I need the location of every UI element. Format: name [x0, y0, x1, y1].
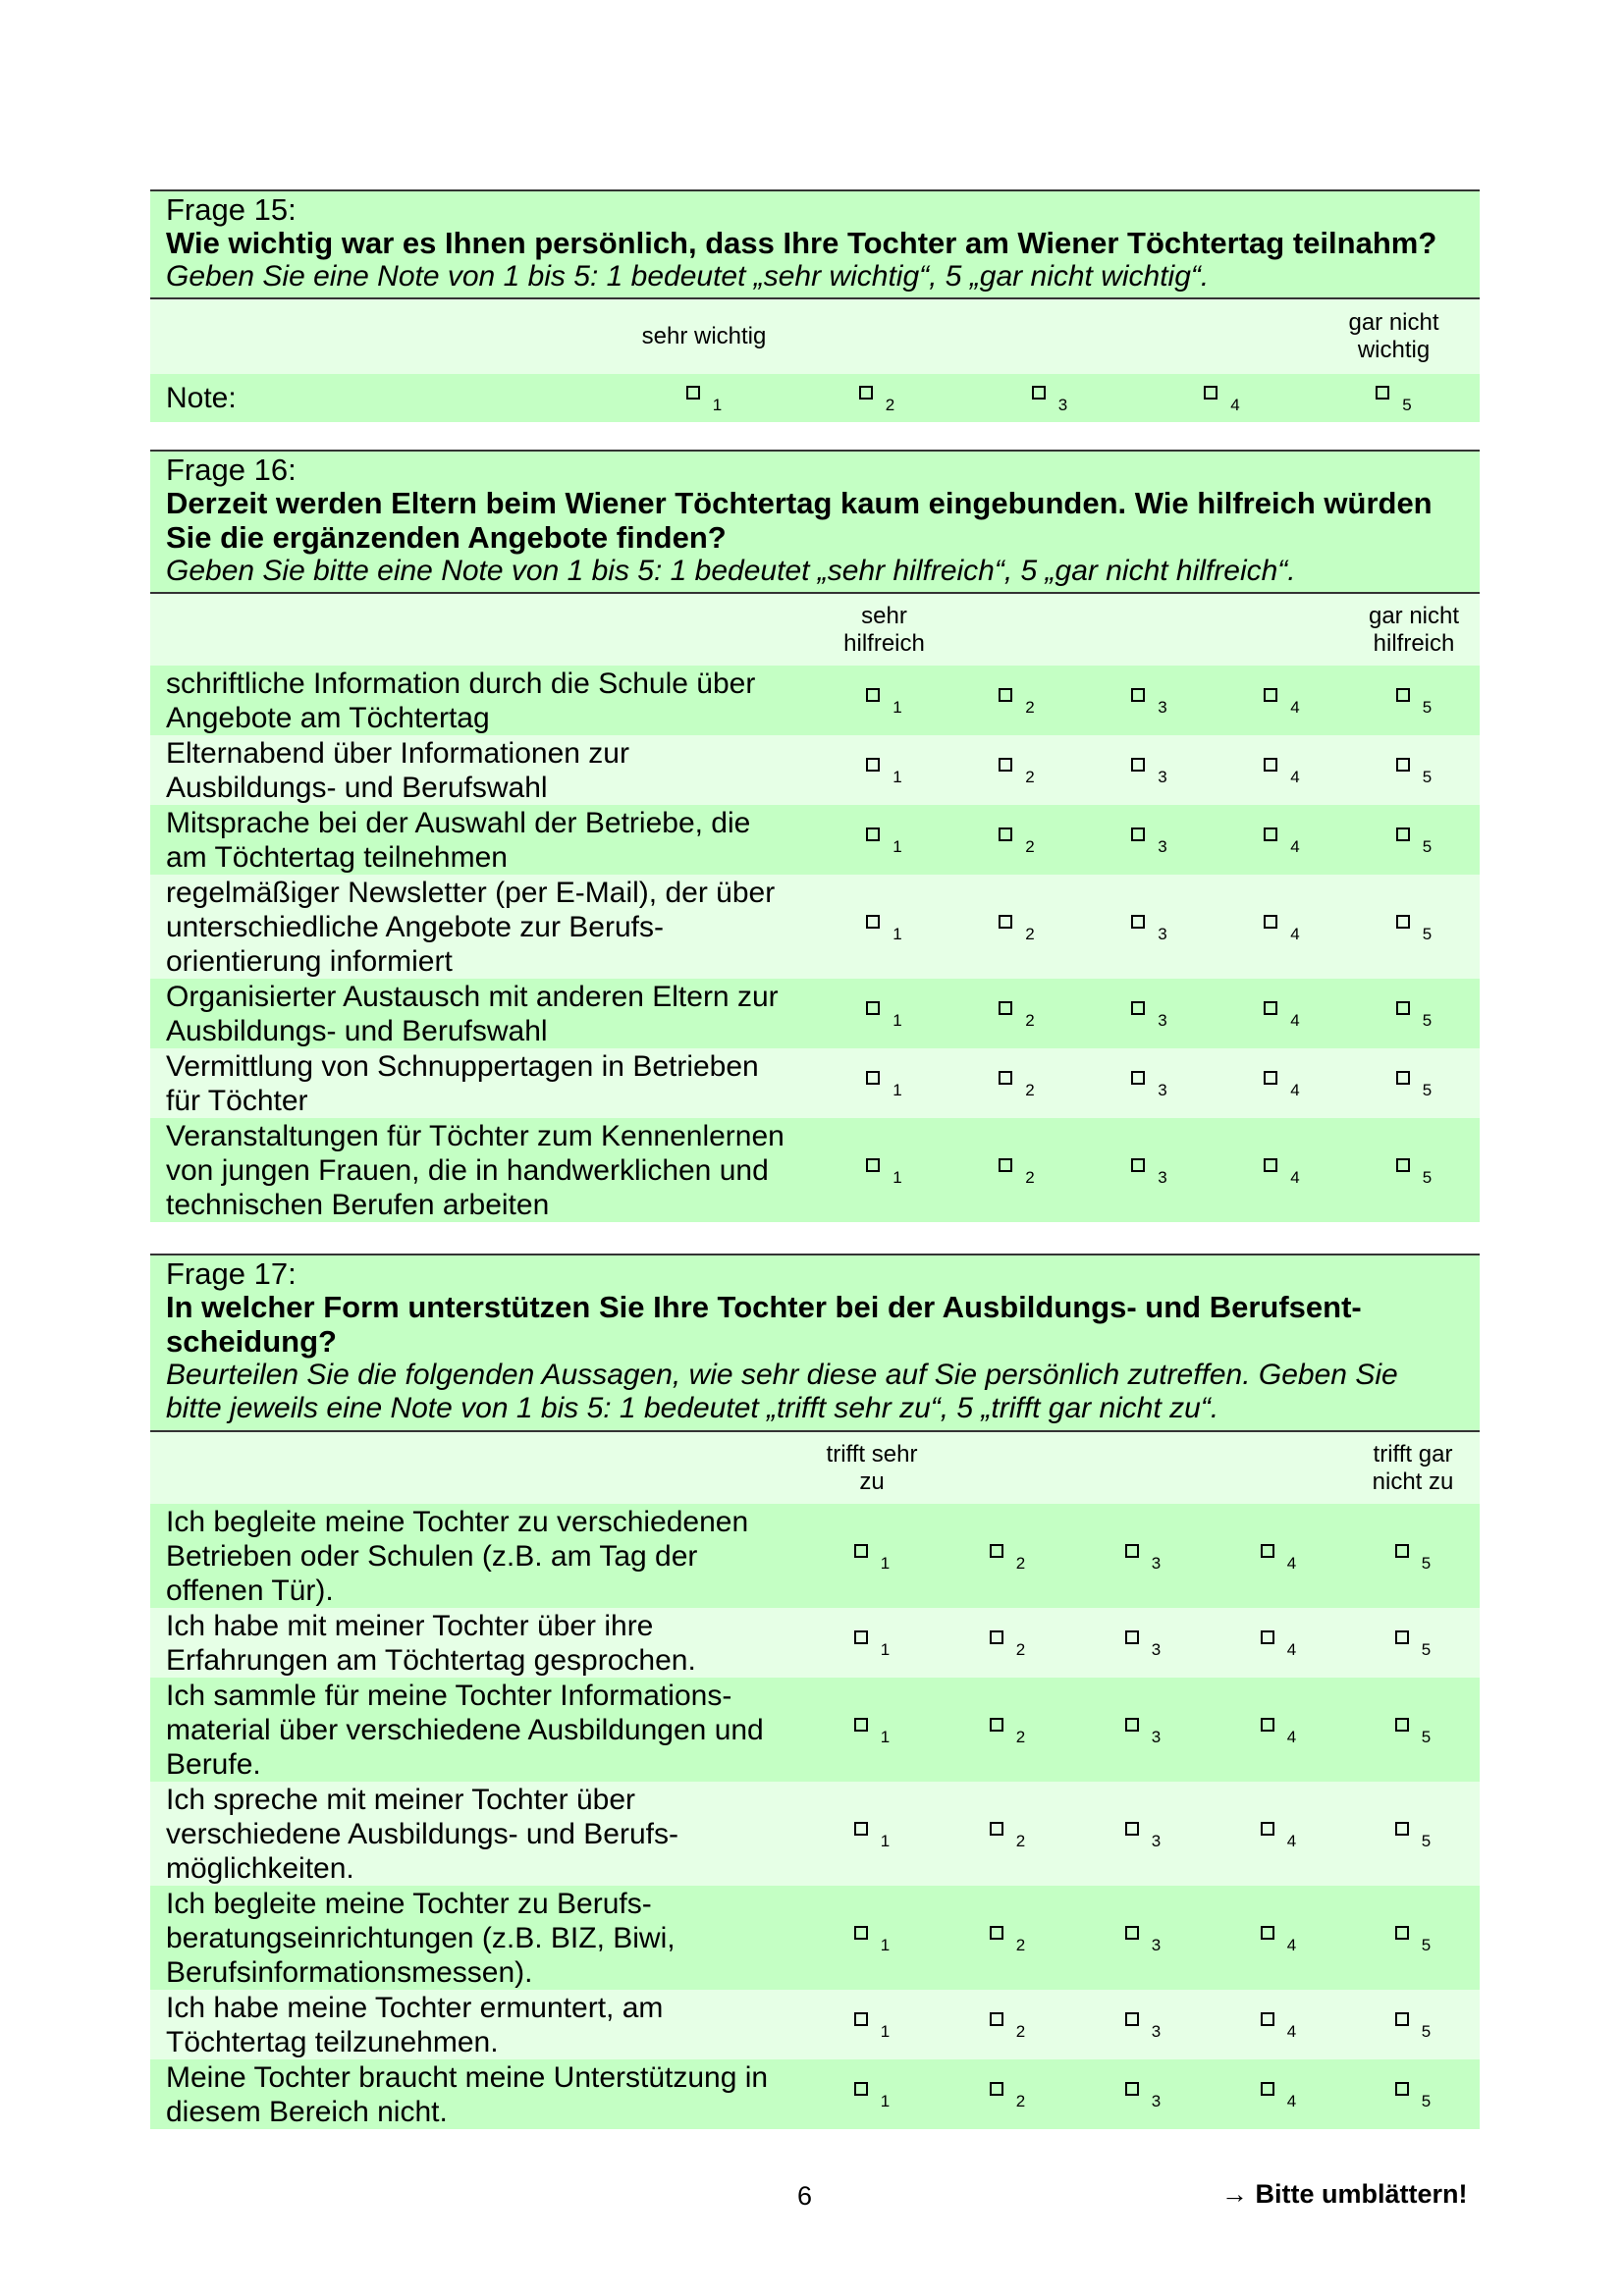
question-17-rating-table: [150, 1432, 1480, 2129]
rating-checkbox-5[interactable]: [1395, 1718, 1409, 1732]
rating-checkbox-2[interactable]: [990, 1630, 1003, 1644]
question-title: Derzeit werden Eltern beim Wiener Töchtertag kaum eingebunden. Wie hilfreich würden Sie die ergänzenden Angebote finden?: [166, 486, 1433, 555]
rating-checkbox-1[interactable]: [854, 1544, 868, 1558]
rating-checkbox-2[interactable]: [990, 2012, 1003, 2026]
statement-label: Mitsprache bei der Auswahl der Betriebe, die am Töchtertag teilnehmen: [150, 805, 818, 875]
statement-row: Veranstaltungen für Töchter zum Kennenlernen von jungen Frauen, die in handwerklichen und technischen Berufen arbeiten 1 2 3 4 5: [150, 1118, 1480, 1222]
rating-checkbox-1[interactable]: [866, 1071, 880, 1085]
page-number: 6: [797, 2181, 813, 2211]
rating-checkbox-1[interactable]: [866, 688, 880, 702]
rating-checkbox-4[interactable]: [1264, 915, 1277, 929]
rating-checkbox-5[interactable]: [1376, 386, 1389, 400]
question-17: [150, 1254, 1480, 2129]
rating-checkbox-4[interactable]: [1204, 386, 1217, 400]
rating-checkbox-2[interactable]: [999, 1158, 1012, 1172]
statement-label: Ich habe mit meiner Tochter über ihre Erfahrungen am Töchtertag gesprochen.: [150, 1608, 804, 1678]
question-15-header: [150, 189, 1480, 299]
rating-checkbox-3[interactable]: [1125, 1822, 1139, 1836]
question-16-rating-table: [150, 594, 1480, 1222]
rating-checkbox-5[interactable]: [1396, 758, 1410, 772]
rating-checkbox-3[interactable]: [1032, 386, 1046, 400]
rating-checkbox-1[interactable]: [854, 2012, 868, 2026]
rating-checkbox-3[interactable]: [1125, 1718, 1139, 1732]
rating-checkbox-5[interactable]: [1395, 1544, 1409, 1558]
statement-row: Ich habe meine Tochter ermuntert, am Töchtertag teilzunehmen. 1 2 3 4 5: [150, 1990, 1480, 2059]
rating-checkbox-1[interactable]: [866, 828, 880, 841]
statement-label: Meine Tochter braucht meine Unterstützung in diesem Bereich nicht.: [150, 2059, 804, 2129]
rating-checkbox-1[interactable]: [686, 386, 700, 400]
rating-checkbox-2[interactable]: [999, 688, 1012, 702]
statement-row: Ich spreche mit meiner Tochter über verschiedene Ausbildungs- und Berufs- möglichkeiten. 1 2 3 4 5: [150, 1782, 1480, 1886]
rating-checkbox-4[interactable]: [1264, 1071, 1277, 1085]
statement-label: Veranstaltungen für Töchter zum Kennenlernen von jungen Frauen, die in handwerklichen und technischen Berufen arbeiten: [150, 1118, 818, 1222]
rating-checkbox-1[interactable]: [854, 1630, 868, 1644]
question-title: In welcher Form unterstützen Sie Ihre Tochter bei der Ausbildungs- und Berufsent- scheidung?: [166, 1290, 1362, 1359]
rating-checkbox-3[interactable]: [1131, 758, 1145, 772]
rating-checkbox-3[interactable]: [1131, 915, 1145, 929]
rating-checkbox-2[interactable]: [999, 828, 1012, 841]
statement-label: Ich begleite meine Tochter zu verschiedenen Betrieben oder Schulen (z.B. am Tag der offenen Tür).: [150, 1504, 804, 1608]
scale-high-label: trifft gar nicht zu: [1346, 1432, 1480, 1504]
scale-low-label: sehr hilfreich: [818, 594, 950, 666]
scale-high-label: gar nicht hilfreich: [1348, 594, 1480, 666]
statement-row: regelmäßiger Newsletter (per E-Mail), der über unterschiedliche Angebote zur Berufs- orientierung informiert 1 2 3 4 5: [150, 875, 1480, 979]
statement-row: Ich begleite meine Tochter zu verschiedenen Betrieben oder Schulen (z.B. am Tag der offenen Tür). 1 2 3 4 5: [150, 1504, 1480, 1608]
next-page-hint: → Bitte umblättern!: [1221, 2179, 1468, 2209]
rating-checkbox-4[interactable]: [1261, 2012, 1274, 2026]
statement-label: Vermittlung von Schnuppertagen in Betrieben für Töchter: [150, 1048, 818, 1118]
rating-checkbox-2[interactable]: [999, 1001, 1012, 1015]
question-instruction: Geben Sie eine Note von 1 bis 5: 1 bedeutet „sehr wichtig“, 5 „gar nicht wichtig“.: [166, 260, 1210, 293]
rating-checkbox-2[interactable]: [990, 1718, 1003, 1732]
rating-checkbox-5[interactable]: [1395, 1926, 1409, 1940]
rating-checkbox-4[interactable]: [1264, 758, 1277, 772]
rating-checkbox-2[interactable]: [859, 386, 873, 400]
rating-checkbox-5[interactable]: [1396, 688, 1410, 702]
statement-label: Ich begleite meine Tochter zu Berufs- beratungseinrichtungen (z.B. BIZ, Biwi, Berufsinformationsmessen).: [150, 1886, 804, 1990]
statement-label: Elternabend über Informationen zur Ausbildungs- und Berufswahl: [150, 735, 818, 805]
question-number: Frage 17:: [166, 1256, 297, 1291]
rating-checkbox-4[interactable]: [1261, 1544, 1274, 1558]
statement-row: Mitsprache bei der Auswahl der Betriebe, die am Töchtertag teilnehmen 1 2 3 4 5: [150, 805, 1480, 875]
rating-checkbox-1[interactable]: [866, 1001, 880, 1015]
rating-checkbox-2[interactable]: [999, 758, 1012, 772]
rating-checkbox-2[interactable]: [999, 915, 1012, 929]
rating-checkbox-5[interactable]: [1396, 915, 1410, 929]
rating-checkbox-4[interactable]: [1261, 1630, 1274, 1644]
question-15: [150, 189, 1480, 422]
rating-checkbox-2[interactable]: [990, 1544, 1003, 1558]
rating-checkbox-5[interactable]: [1395, 2082, 1409, 2096]
rating-checkbox-4[interactable]: [1261, 2082, 1274, 2096]
rating-checkbox-4[interactable]: [1264, 1158, 1277, 1172]
question-16: [150, 450, 1480, 1222]
rating-checkbox-3[interactable]: [1125, 1544, 1139, 1558]
statement-row: Vermittlung von Schnuppertagen in Betrieben für Töchter 1 2 3 4 5: [150, 1048, 1480, 1118]
rating-checkbox-4[interactable]: [1261, 1718, 1274, 1732]
rating-checkbox-1[interactable]: [854, 1822, 868, 1836]
rating-checkbox-3[interactable]: [1131, 688, 1145, 702]
statement-label: Ich habe meine Tochter ermuntert, am Töchtertag teilzunehmen.: [150, 1990, 804, 2059]
rating-checkbox-5[interactable]: [1395, 2012, 1409, 2026]
rating-checkbox-5[interactable]: [1396, 828, 1410, 841]
statement-label: schriftliche Information durch die Schule über Angebote am Töchtertag: [150, 666, 818, 735]
question-number: Frage 15:: [166, 192, 297, 227]
scale-low-label: trifft sehr zu: [804, 1432, 940, 1504]
rating-checkbox-2[interactable]: [990, 1926, 1003, 1940]
rating-checkbox-5[interactable]: [1396, 1071, 1410, 1085]
rating-checkbox-1[interactable]: [866, 1158, 880, 1172]
scale-high-label: gar nicht wichtig: [1308, 299, 1480, 374]
statement-row: Elternabend über Informationen zur Ausbildungs- und Berufswahl 1 2 3 4 5: [150, 735, 1480, 805]
question-instruction: Geben Sie bitte eine Note von 1 bis 5: 1 bedeutet „sehr hilfreich“, 5 „gar nicht hilfreich“.: [166, 555, 1296, 587]
question-16-header: [150, 450, 1480, 594]
rating-checkbox-4[interactable]: [1261, 1822, 1274, 1836]
rating-checkbox-3[interactable]: [1125, 2082, 1139, 2096]
rating-checkbox-1[interactable]: [854, 2082, 868, 2096]
rating-checkbox-3[interactable]: [1131, 1071, 1145, 1085]
statement-label: Ich spreche mit meiner Tochter über verschiedene Ausbildungs- und Berufs- möglichkeiten.: [150, 1782, 804, 1886]
rating-checkbox-4[interactable]: [1264, 1001, 1277, 1015]
statement-row: Organisierter Austausch mit anderen Eltern zur Ausbildungs- und Berufswahl 1 2 3 4 5: [150, 979, 1480, 1048]
rating-checkbox-4[interactable]: [1264, 688, 1277, 702]
rating-checkbox-5[interactable]: [1396, 1001, 1410, 1015]
statement-row: Ich begleite meine Tochter zu Berufs- beratungseinrichtungen (z.B. BIZ, Biwi, Berufsinformationsmessen). 1 2 3 4 5: [150, 1886, 1480, 1990]
rating-checkbox-4[interactable]: [1264, 828, 1277, 841]
rating-checkbox-3[interactable]: [1125, 2012, 1139, 2026]
question-instruction: Beurteilen Sie die folgenden Aussagen, wie sehr diese auf Sie persönlich zutreffen. Geben Sie bitte jeweils eine Note von 1 bis 5: 1 bedeutet „trifft sehr zu“, 5 „trifft gar nicht zu“.: [166, 1359, 1398, 1424]
rating-checkbox-2[interactable]: [990, 1822, 1003, 1836]
rating-checkbox-5[interactable]: [1396, 1158, 1410, 1172]
rating-checkbox-4[interactable]: [1261, 1926, 1274, 1940]
rating-checkbox-2[interactable]: [990, 2082, 1003, 2096]
rating-checkbox-1[interactable]: [854, 1718, 868, 1732]
rating-checkbox-5[interactable]: [1395, 1822, 1409, 1836]
row-label: Note:: [150, 374, 618, 422]
statement-label: Organisierter Austausch mit anderen Eltern zur Ausbildungs- und Berufswahl: [150, 979, 818, 1048]
note-row: Note: 1 2 3 4 5: [150, 374, 1480, 422]
statement-row: Ich habe mit meiner Tochter über ihre Erfahrungen am Töchtertag gesprochen. 1 2 3 4 5: [150, 1608, 1480, 1678]
rating-checkbox-1[interactable]: [866, 915, 880, 929]
rating-checkbox-3[interactable]: [1131, 1158, 1145, 1172]
rating-checkbox-1[interactable]: [854, 1926, 868, 1940]
rating-checkbox-3[interactable]: [1131, 1001, 1145, 1015]
rating-checkbox-3[interactable]: [1131, 828, 1145, 841]
statement-label: Ich sammle für meine Tochter Informations- material über verschiedene Ausbildungen und Berufe.: [150, 1678, 804, 1782]
statement-row: Ich sammle für meine Tochter Informations- material über verschiedene Ausbildungen und Berufe. 1 2 3 4 5: [150, 1678, 1480, 1782]
statement-label: regelmäßiger Newsletter (per E-Mail), der über unterschiedliche Angebote zur Berufs- orientierung informiert: [150, 875, 818, 979]
scale-low-label: sehr wichtig: [618, 299, 790, 374]
question-17-header: [150, 1254, 1480, 1432]
question-title: Wie wichtig war es Ihnen persönlich, dass Ihre Tochter am Wiener Töchtertag teilnahm?: [166, 226, 1437, 260]
rating-checkbox-5[interactable]: [1395, 1630, 1409, 1644]
rating-checkbox-1[interactable]: [866, 758, 880, 772]
question-15-rating-table: [150, 299, 1480, 422]
rating-checkbox-2[interactable]: [999, 1071, 1012, 1085]
statement-row: Meine Tochter braucht meine Unterstützung in diesem Bereich nicht. 1 2 3 4 5: [150, 2059, 1480, 2129]
rating-checkbox-3[interactable]: [1125, 1926, 1139, 1940]
rating-checkbox-3[interactable]: [1125, 1630, 1139, 1644]
statement-row: schriftliche Information durch die Schule über Angebote am Töchtertag 1 2 3 4 5: [150, 666, 1480, 735]
question-number: Frage 16:: [166, 453, 297, 487]
